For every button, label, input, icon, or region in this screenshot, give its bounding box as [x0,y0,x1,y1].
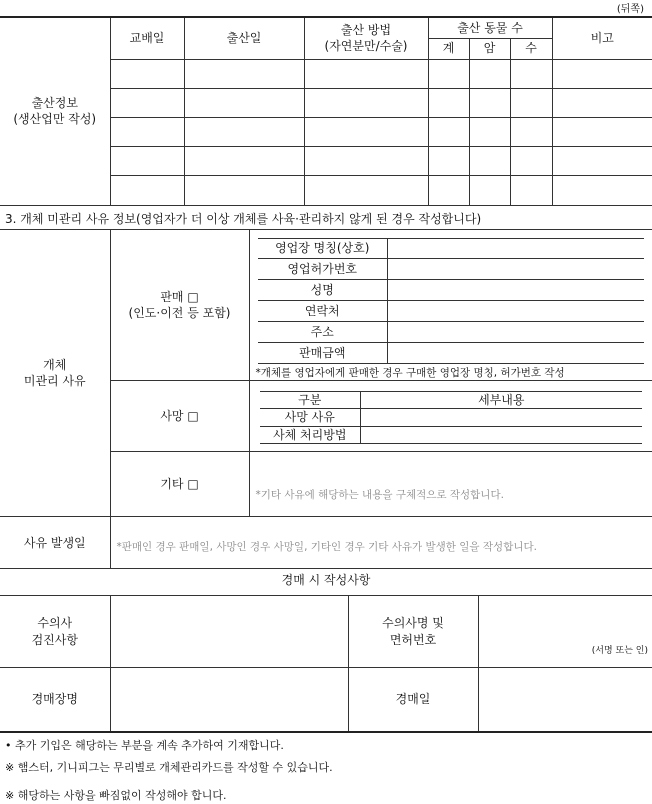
birth-method-header: 출산 방법 (자연분만/수술) [304,17,428,59]
death-detail-table [260,391,642,444]
sale-field-label: 영업허가번호 [258,259,388,280]
female-cell[interactable] [469,88,510,117]
remarks-header: 비고 [552,17,652,59]
birth-date-cell[interactable] [184,117,304,146]
sale-field-label: 성명 [258,280,388,301]
sale-field-label: 판매금액 [258,343,388,364]
remarks-cell[interactable] [552,88,652,117]
total-cell[interactable] [428,88,469,117]
footnote: ※ 해당하는 사항을 빠짐없이 작성해야 합니다. [5,789,227,802]
birth-method-cell[interactable] [304,146,428,175]
vet-check-value[interactable] [110,596,348,668]
death-detail-header: 세부내용 [361,392,642,409]
sale-detail-table [258,238,644,364]
footnote: • 추가 기입은 해당하는 부분을 계속 추가하여 기재합니다. [5,739,284,752]
death-detail-cell [249,381,652,452]
death-option[interactable]: 사망 □ [110,381,249,452]
sale-field-value[interactable] [388,259,644,280]
birth-method-cell[interactable] [304,88,428,117]
male-cell[interactable] [510,146,552,175]
unmanaged-reason-table [0,229,652,569]
remarks-cell[interactable] [552,175,652,205]
mating-date-cell[interactable] [110,146,184,175]
death-row-value[interactable] [361,426,642,443]
vet-signature-cell[interactable] [478,596,652,668]
death-row-value[interactable] [361,409,642,426]
birth-date-header: 출산일 [184,17,304,59]
remarks-cell[interactable] [552,146,652,175]
mating-date-cell[interactable] [110,59,184,88]
section3-title: 3. 개체 미관리 사유 정보(영업자가 더 이상 개체를 사육·관리하지 않게 된 경우 작성합니다) [5,212,482,226]
death-category-header: 구분 [260,392,361,409]
sale-field-value[interactable] [388,343,644,364]
birth-date-cell[interactable] [184,146,304,175]
death-row-label: 사망 사유 [260,409,361,426]
vet-check-label: 수의사 검진사항 [0,596,110,668]
birth-date-cell[interactable] [184,88,304,117]
birth-method-cell[interactable] [304,59,428,88]
sale-field-value[interactable] [388,322,644,343]
occurrence-date-cell[interactable] [110,517,652,569]
death-row-label: 사체 처리방법 [260,426,361,443]
other-hint: *기타 사유에 해당하는 내용을 구체적으로 작성합니다. [255,489,504,502]
other-detail-cell[interactable] [249,452,652,517]
sale-field-value[interactable] [388,239,644,259]
birth-method-cell[interactable] [304,117,428,146]
signature-note: (서명 또는 인) [591,645,648,656]
male-cell[interactable] [510,175,552,205]
sale-note: *개체를 영업자에게 판매한 경우 구매한 영업장 명칭, 허가번호 작성 [255,367,565,379]
mating-date-cell[interactable] [110,117,184,146]
birth-method-cell[interactable] [304,175,428,205]
animal-count-header: 출산 동물 수 [428,17,552,38]
male-count-header: 수 [510,38,552,59]
auction-date-value[interactable] [478,668,652,732]
birth-info-table [0,16,652,206]
total-cell[interactable] [428,146,469,175]
auction-date-label: 경매일 [348,668,478,732]
footnote: ※ 햄스터, 기니피그는 무리별로 개체관리카드를 작성할 수 있습니다. [5,761,333,774]
total-cell[interactable] [428,175,469,205]
total-cell[interactable] [428,59,469,88]
female-count-header: 암 [469,38,510,59]
total-count-header: 계 [428,38,469,59]
auction-house-value[interactable] [110,668,348,732]
remarks-cell[interactable] [552,117,652,146]
sale-field-label: 주소 [258,322,388,343]
remarks-cell[interactable] [552,59,652,88]
occurrence-date-hint: *판매인 경우 판매일, 사망인 경우 사망일, 기타인 경우 기타 사유가 발생한 일을 작성합니다. [116,540,537,553]
female-cell[interactable] [469,59,510,88]
sale-field-value[interactable] [388,301,644,322]
auction-house-label: 경매장명 [0,668,110,732]
mating-date-cell[interactable] [110,88,184,117]
sale-detail-cell [249,230,652,381]
birth-date-cell[interactable] [184,175,304,205]
auction-section-title: 경매 시 작성사항 [281,573,371,587]
mating-date-cell[interactable] [110,175,184,205]
male-cell[interactable] [510,117,552,146]
sale-field-label: 영업장 명칭(상호) [258,239,388,259]
unmanaged-reason-label: 개체 미관리 사유 [0,230,110,517]
female-cell[interactable] [469,117,510,146]
occurrence-date-label: 사유 발생일 [0,517,110,569]
male-cell[interactable] [510,88,552,117]
male-cell[interactable] [510,59,552,88]
female-cell[interactable] [469,175,510,205]
page-side-label: (뒤쪽) [616,4,644,15]
total-cell[interactable] [428,117,469,146]
auction-table [0,595,652,733]
sale-field-label: 연락처 [258,301,388,322]
sale-field-value[interactable] [388,280,644,301]
birth-date-cell[interactable] [184,59,304,88]
vet-name-license-label: 수의사명 및 면허번호 [348,596,478,668]
birth-info-section-label: 출산정보 (생산업만 작성) [0,17,110,205]
mating-date-header: 교배일 [110,17,184,59]
sale-option[interactable]: 판매 □ (인도·이전 등 포함) [110,230,249,381]
female-cell[interactable] [469,146,510,175]
other-option[interactable]: 기타 □ [110,452,249,517]
